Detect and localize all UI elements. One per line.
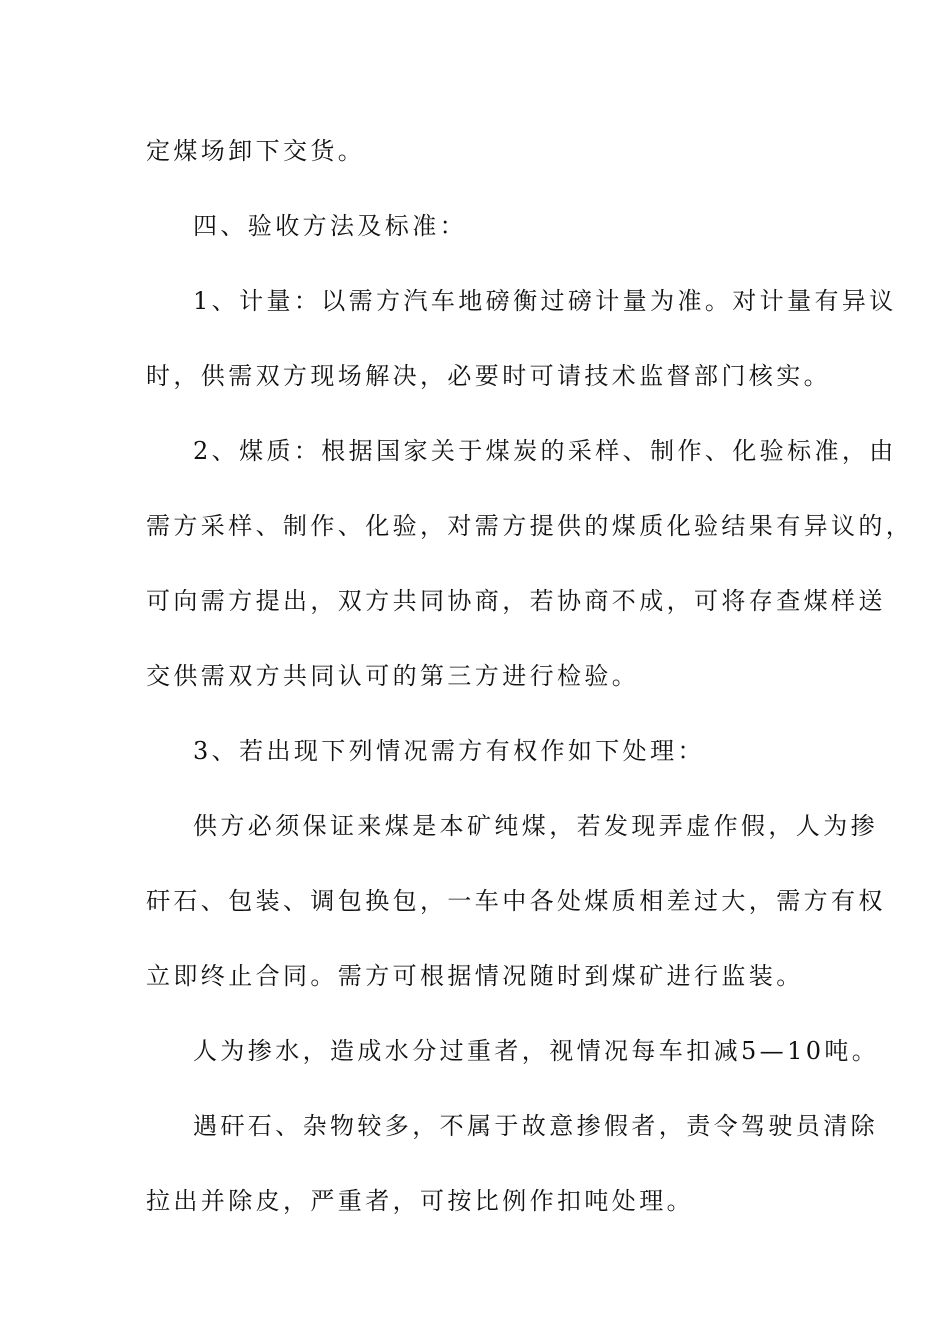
text-line: 可向需方提出，双方共同协商，若协商不成，可将存查煤样送 (146, 587, 886, 615)
text-line: 拉出并除皮，严重者，可按比例作扣吨处理。 (146, 1187, 694, 1215)
text-line: 2、煤质：根据国家关于煤炭的采样、制作、化验标准，由 (193, 437, 897, 465)
section-heading: 四、验收方法及标准： (193, 212, 467, 240)
text-line: 1、计量：以需方汽车地磅衡过磅计量为准。对计量有异议 (193, 287, 897, 315)
text-line: 供方必须保证来煤是本矿纯煤，若发现弄虚作假，人为掺 (193, 812, 878, 840)
text-line: 矸石、包装、调包换包，一车中各处煤质相差过大，需方有权 (146, 887, 886, 915)
text-line: 3、若出现下列情况需方有权作如下处理： (193, 737, 705, 765)
text-line: 立即终止合同。需方可根据情况随时到煤矿进行监装。 (146, 962, 804, 990)
text-line: 定煤场卸下交货。 (146, 137, 366, 165)
text-line: 遇矸石、杂物较多，不属于故意掺假者，责令驾驶员清除 (193, 1112, 878, 1140)
text-line: 需方采样、制作、化验，对需方提供的煤质化验结果有异议的， (146, 512, 914, 540)
text-line: 交供需双方共同认可的第三方进行检验。 (146, 662, 640, 690)
text-line: 人为掺水，造成水分过重者，视情况每车扣减5—10吨。 (193, 1037, 880, 1065)
text-line: 时，供需双方现场解决，必要时可请技术监督部门核实。 (146, 362, 831, 390)
